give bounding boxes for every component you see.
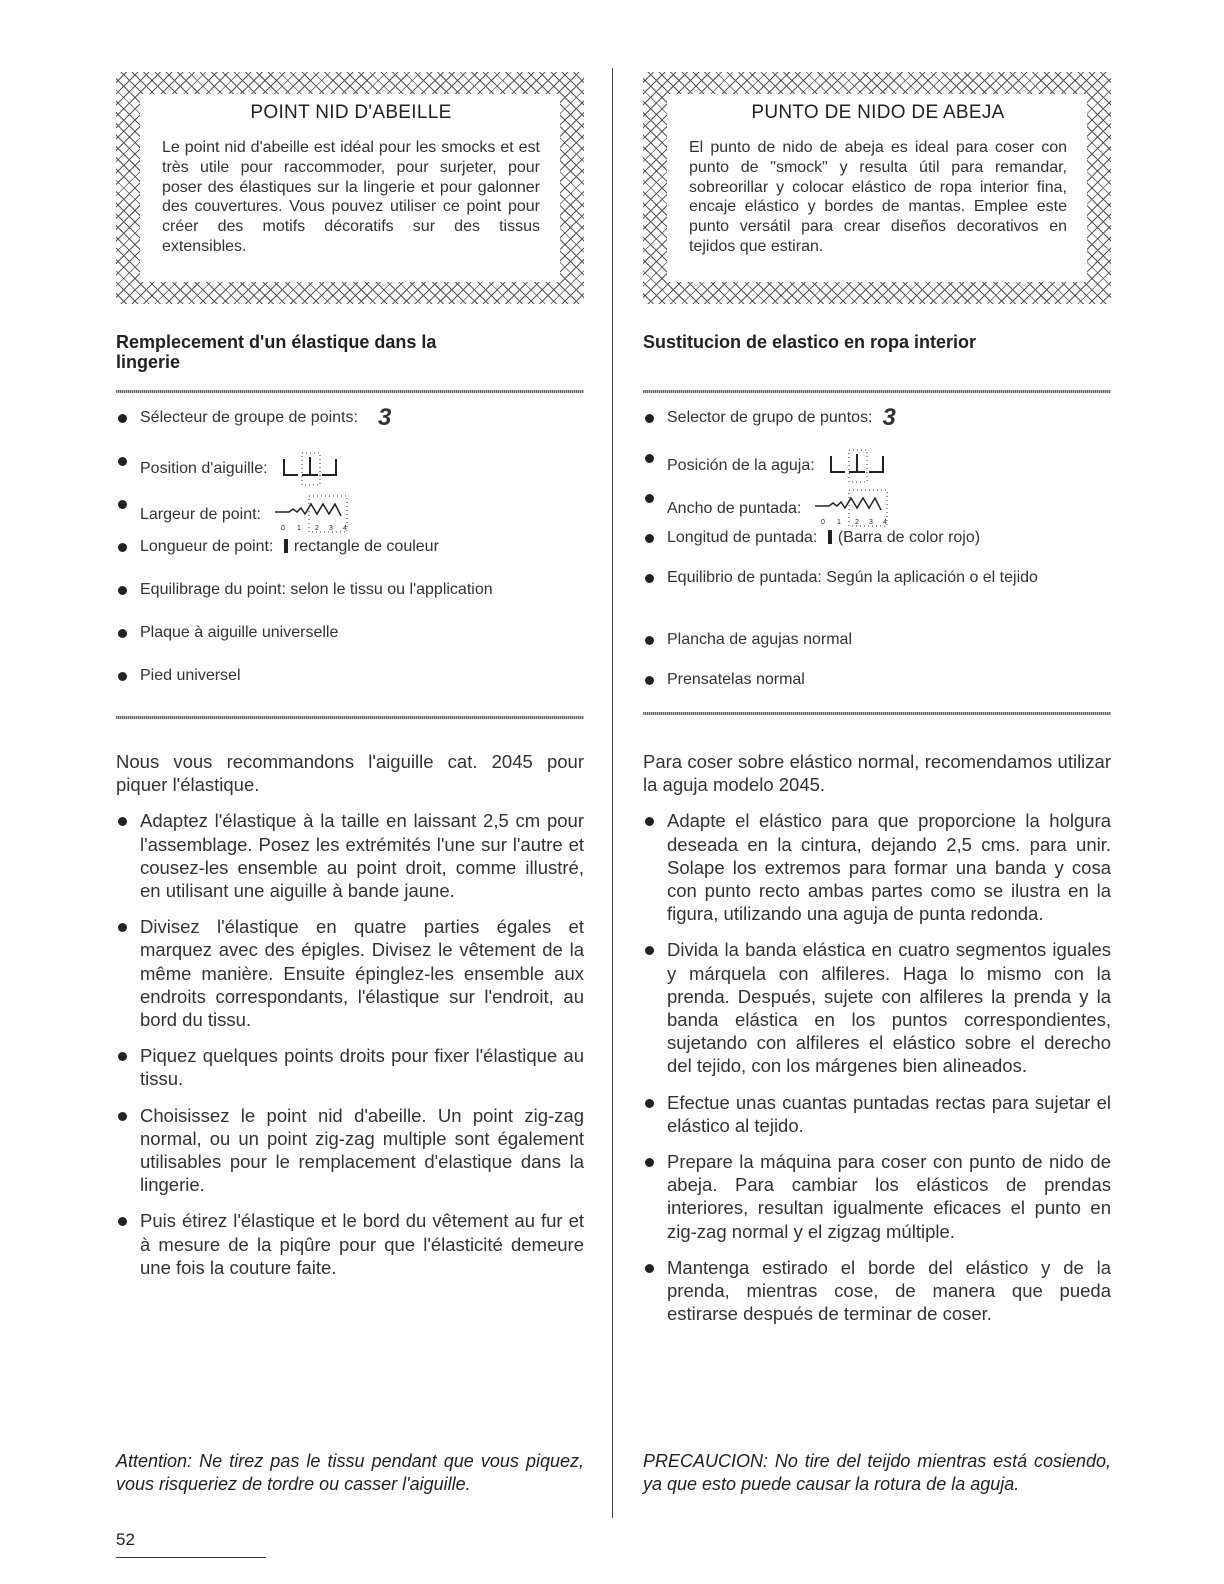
scale-label: 1 <box>837 519 842 526</box>
step-text: Divisez l'élastique en quatre parties égales et marquez avec des épigles. Divisez le vêtement de la même manière. Ensuite épinglez-les ensemble aux endroits correspondants, l'élastique sur l'endroit, au bord du tissu. <box>140 916 584 1031</box>
column-divider <box>612 68 613 1518</box>
step-text: Piquez quelques points droits pour fixer l'élastique au tissu. <box>140 1045 584 1090</box>
scale-label: 3 <box>328 525 333 532</box>
divider-rule <box>116 390 584 393</box>
stitch-info-box <box>116 72 584 304</box>
step-text: Choisissez le point nid d'abeille. Un point zig-zag normal, ou un point zig-zag multiple sont également utilisables pour le remplacement d'elastique dans la lingerie. <box>140 1104 584 1196</box>
section-heading: Sustitucion de elastico en ropa interior <box>643 332 977 352</box>
step-item <box>643 1150 1111 1243</box>
color-bar-icon <box>828 530 832 544</box>
bullet-icon <box>118 672 127 681</box>
setting-item <box>116 537 584 580</box>
setting-item <box>643 630 1111 670</box>
bullet-icon <box>118 500 127 509</box>
step-text: Puis étirez l'élastique et le bord du vêtement au fur et à mesure de la piqûre pour que l'élasticité demeure une fois la couture faite. <box>140 1210 584 1278</box>
scale-label: 1 <box>296 525 301 532</box>
bullet-icon <box>645 1158 654 1167</box>
page-number: 52 <box>116 1530 135 1549</box>
setting-label: Position d'aiguille: <box>140 460 268 478</box>
setting-item <box>643 568 1111 630</box>
setting-label: Selector de grupo de puntos: <box>667 409 873 427</box>
intro-text: Nous vous recommandons l'aiguille cat. 2045 pour piquer l'élastique. <box>116 751 584 796</box>
step-text: Efectue unas cuantas puntadas rectas para sujetar el elástico al tejido. <box>667 1091 1111 1136</box>
divider-rule <box>116 716 584 719</box>
bullet-icon <box>645 494 654 503</box>
step-item <box>116 915 584 1031</box>
step-text: Divida la banda elástica en cuatro segmentos iguales y márquela con alfileres. Haga lo mismo con la prenda. Después, sujete con alfileres la prenda y la banda elástica en los puntos correspondientes, sujetando con alfileres el elástico sobre el derecho del tejido, con los márgenes bien alineados. <box>667 939 1111 1077</box>
setting-item <box>116 666 584 709</box>
setting-label: Equilibrage du point: selon le tissu ou l'application <box>140 581 493 598</box>
instructions <box>116 750 584 1292</box>
setting-item <box>116 580 584 623</box>
stitch-width-icon <box>271 494 351 536</box>
step-item <box>643 938 1111 1077</box>
bullet-icon <box>118 1112 127 1121</box>
scale-label: 4 <box>342 525 347 532</box>
bullet-icon <box>645 676 654 685</box>
bullet-icon <box>645 1099 654 1108</box>
bullet-icon <box>645 574 654 583</box>
warning-note: PRECAUCION: No tire del teijdo mientras está cosiendo, ya que esto puede causar la rotura de la aguja. <box>643 1451 1111 1494</box>
step-item <box>116 1104 584 1197</box>
box-text: El punto de nido de abeja es ideal para coser con punto de "smock" y resulta útil para remandar, sobreorillar y colocar elástico de ropa interior fina, encaje elástico y bordes de mantas. Emplee este punto versátil para crear diseños decorativos en tejidos que estiran. <box>689 139 1067 255</box>
scale-label: 0 <box>280 525 285 532</box>
scale-label: 2 <box>314 525 319 532</box>
setting-item <box>116 623 584 666</box>
stitch-info-box <box>643 72 1111 304</box>
setting-item <box>116 451 584 494</box>
step-item <box>116 1044 584 1090</box>
bullet-icon <box>645 636 654 645</box>
setting-value: (Barra de color rojo) <box>837 529 981 546</box>
settings-list <box>116 404 584 709</box>
box-text: Le point nid d'abeille est idéal pour les smocks et est très utile pour raccommoder, pour surjeter, pour poser des élastiques sur la lingerie et pour galonner des couvertures. Vous pouvez utiliser ce point pour créer des motifs décoratifs sur des tissus extensibles. <box>162 139 540 255</box>
step-item <box>116 809 584 902</box>
bullet-icon <box>645 454 654 463</box>
divider-rule <box>643 712 1111 715</box>
bullet-icon <box>118 457 127 466</box>
setting-item <box>116 494 584 537</box>
bullet-icon <box>118 414 127 423</box>
bullet-icon <box>118 817 127 826</box>
scale-label: 0 <box>821 519 826 526</box>
setting-item <box>643 488 1111 528</box>
section-heading: Remplecement d'un élastique dans la lingerie <box>116 332 437 372</box>
setting-item <box>643 404 1111 448</box>
bullet-icon <box>118 543 127 552</box>
setting-label: Sélecteur de groupe de points: <box>140 409 358 427</box>
bullet-icon <box>118 1217 127 1226</box>
setting-label: Longitud de puntada: <box>667 529 818 546</box>
setting-item <box>116 404 584 451</box>
box-title: POINT NID D'ABEILLE <box>250 102 452 123</box>
setting-label: Prensatelas normal <box>667 671 805 688</box>
group-selector-value: 3 <box>882 404 896 431</box>
bullet-icon <box>645 817 654 826</box>
bullet-icon <box>118 586 127 595</box>
setting-label: Pied universel <box>140 667 241 684</box>
step-text: Adapte el elástico para que proporcione la holgura deseada en la cintura, dejando 2,5 cms. para unir. Solape los extremos para formar una banda y cosa con punto recto ambas partes como se ilustra en la figura, utilizando una aguja de punta redonda. <box>667 810 1111 925</box>
scale-label: 2 <box>855 519 860 526</box>
step-item <box>643 1256 1111 1326</box>
box-title: PUNTO DE NIDO DE ABEJA <box>751 102 1005 123</box>
bullet-icon <box>645 946 654 955</box>
setting-value: rectangle de couleur <box>293 538 439 555</box>
setting-label: Posición de la aguja: <box>667 457 815 475</box>
step-item <box>643 1091 1111 1137</box>
settings-list <box>643 404 1111 710</box>
step-item <box>643 809 1111 925</box>
scale-label: 3 <box>869 519 874 526</box>
step-item <box>116 1209 584 1279</box>
needle-position-icon <box>278 451 342 487</box>
needle-position-icon <box>825 448 889 484</box>
color-bar-icon <box>284 539 288 553</box>
setting-item <box>643 448 1111 488</box>
group-selector-value: 3 <box>377 404 392 431</box>
step-text: Prepare la máquina para coser con punto de nido de abeja. Para cambiar los elásticos de prendas interiores, resultan igualmente eficaces el punto en zig-zag normal y el zigzag múltiple. <box>667 1151 1111 1242</box>
divider-rule <box>643 390 1111 393</box>
setting-item <box>643 670 1111 710</box>
bullet-icon <box>645 534 654 543</box>
instructions <box>643 750 1111 1338</box>
step-text: Mantenga estirado el borde del elástico y de la prenda, mientras cose, de manera que pueda estirarse después de terminar de coser. <box>667 1256 1111 1325</box>
setting-label: Equilibrio de puntada: Según la aplicación o el tejido <box>667 569 1038 586</box>
setting-label: Plaque à aiguille universelle <box>140 624 339 641</box>
step-text: Adaptez l'élastique à la taille en laissant 2,5 cm pour l'assemblage. Posez les extrémités l'une sur l'autre et cousez-les ensemble au point droit, comme illustré, en utilisant une aiguille à bande jaune. <box>140 810 584 902</box>
setting-label: Plancha de agujas normal <box>667 631 853 648</box>
stitch-width-icon <box>811 488 891 530</box>
bullet-icon <box>645 1264 654 1273</box>
setting-item <box>643 528 1111 568</box>
warning-note: Attention: Ne tirez pas le tissu pendant que vous piquez, vous risqueriez de tordre ou casser l'aiguille. <box>116 1451 584 1494</box>
bullet-icon <box>118 629 127 638</box>
scale-label: 4 <box>883 519 888 526</box>
setting-label: Largeur de point: <box>140 506 261 524</box>
footer-rule <box>116 1557 266 1558</box>
bullet-icon <box>118 923 127 932</box>
intro-text: Para coser sobre elástico normal, recomendamos utilizar la aguja modelo 2045. <box>643 751 1111 796</box>
bullet-icon <box>645 414 654 423</box>
bullet-icon <box>118 1052 127 1061</box>
setting-label: Ancho de puntada: <box>667 500 802 518</box>
setting-label: Longueur de point: <box>140 538 274 555</box>
